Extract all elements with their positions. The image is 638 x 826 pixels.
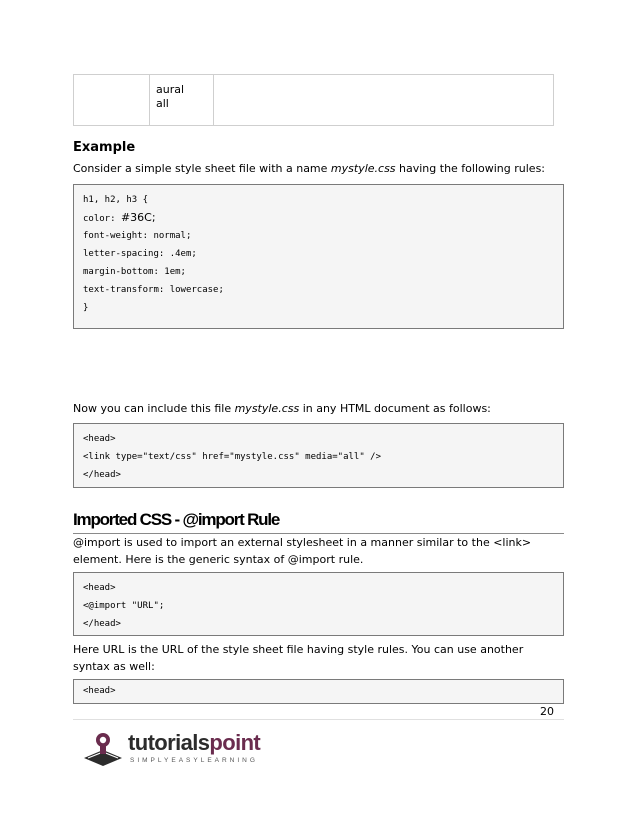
section-title: Imported CSS - @import Rule	[73, 510, 564, 534]
logo-wordmark: tutorialspoint	[128, 730, 261, 755]
table-cell-description	[214, 75, 553, 125]
color-value: #36C;	[120, 211, 156, 224]
import-paragraph: @import is used to import an external stylesheet in a manner similar to the <link> element. Here is the generic syntax of @import rule.	[73, 536, 532, 566]
code-line: margin-bottom: 1em;	[83, 267, 186, 277]
logo-tagline: SIMPLYEASYLEARNING	[130, 757, 258, 764]
filename-italic: mystyle.css	[330, 162, 396, 175]
media-types-table	[73, 74, 554, 126]
example-heading: Example	[73, 140, 136, 155]
code-line: }	[83, 303, 89, 313]
intro-paragraph: Consider a simple style sheet file with a name mystyle.css having the following rules:	[73, 162, 546, 175]
include-paragraph: Now you can include this file mystyle.css in any HTML document as follows:	[73, 402, 491, 415]
page-number: 20	[540, 705, 554, 718]
filename-italic: mystyle.css	[234, 402, 300, 415]
code-line: letter-spacing: .4em;	[83, 249, 197, 259]
code-block-continued	[73, 679, 564, 704]
code-line: <link type="text/css" href="mystyle.css" media="all" />	[83, 452, 382, 462]
url-paragraph: Here URL is the URL of the style sheet file having style rules. You can use another syntax as well:	[73, 643, 524, 673]
code-line: </head>	[83, 619, 121, 629]
code-line: <@import "URL";	[83, 601, 165, 611]
code-line: <head>	[83, 686, 116, 696]
tutorialspoint-logo	[80, 728, 280, 770]
table-cell-values	[150, 75, 214, 125]
media-value-all: all	[156, 97, 169, 110]
table-cell-empty	[74, 75, 150, 125]
code-line: font-weight: normal;	[83, 231, 192, 241]
logo-emblem-icon	[80, 728, 126, 770]
footer-divider	[73, 719, 564, 720]
code-block-import	[73, 572, 564, 636]
code-line: <head>	[83, 434, 116, 444]
code-line: color: #36C;	[83, 211, 156, 224]
code-block-stylesheet	[73, 184, 564, 329]
code-line: h1, h2, h3 {	[83, 195, 149, 205]
code-line: <head>	[83, 583, 116, 593]
code-line: </head>	[83, 470, 121, 480]
media-value-aural: aural	[156, 83, 185, 96]
code-line: text-transform: lowercase;	[83, 285, 224, 295]
code-block-link	[73, 423, 564, 488]
